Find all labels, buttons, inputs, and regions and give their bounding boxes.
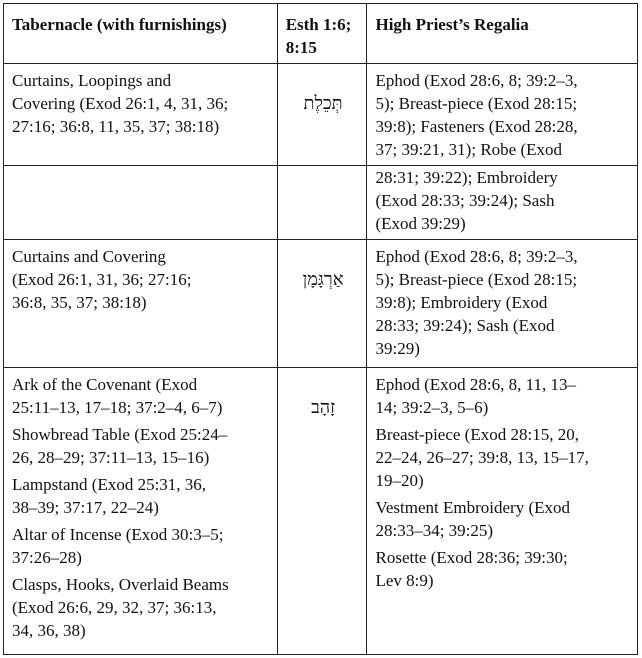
- text-line: 28:33; 39:24); Sash (Exod: [375, 316, 555, 335]
- table-row: [4, 240, 638, 368]
- text-line: (Exod 26:1, 31, 36; 27:16;: [12, 270, 192, 289]
- regalia-item: [375, 546, 631, 592]
- hebrew-word: תְּכֵלֶת: [303, 93, 343, 114]
- text-line: Ark of the Covenant (Exod: [12, 375, 198, 394]
- hebrew-term-zahav: [277, 368, 367, 655]
- text-line: (Exod 28:33; 39:24); Sash: [375, 191, 555, 210]
- text-line: 28:33–34; 39:25): [375, 521, 494, 540]
- regalia-cell: [367, 240, 638, 368]
- hebrew-term-tekhelet: [277, 64, 367, 166]
- text-line: 37; 39:21, 31); Robe (Exod: [375, 140, 562, 159]
- text-line: 34, 36, 38): [12, 621, 86, 640]
- furnishing-item: [12, 473, 271, 519]
- text-line: Vestment Embroidery (Exod: [375, 498, 570, 517]
- header-tabernacle: Tabernacle (with furnishings): [4, 4, 278, 64]
- tabernacle-cell: [4, 240, 278, 368]
- text-line: 5); Breast-piece (Exod 28:15;: [375, 94, 578, 113]
- comparison-table: [3, 3, 638, 655]
- header-esther: Esth 1:6; 8:15: [277, 4, 367, 64]
- hebrew-word: זָהָב: [311, 397, 336, 418]
- tabernacle-cell: [4, 368, 278, 655]
- text-line: 39:29): [375, 339, 420, 358]
- text-line: 39:8); Fasteners (Exod 28:28,: [375, 117, 578, 136]
- furnishing-item: [12, 573, 271, 642]
- text-line: Curtains and Covering: [12, 247, 166, 266]
- regalia-item: [375, 496, 631, 542]
- tabernacle-cell: [4, 64, 278, 166]
- text-line: Ephod (Exod 28:6, 8; 39:2–3,: [375, 247, 578, 266]
- text-line: Altar of Incense (Exod 30:3–5;: [12, 525, 224, 544]
- text-line: 28:31; 39:22); Embroidery: [375, 168, 558, 187]
- text-line: 36:8, 35, 37; 38:18): [12, 293, 147, 312]
- header-regalia: High Priest’s Regalia: [367, 4, 638, 64]
- text-line: Curtains, Loopings and: [12, 71, 172, 90]
- text-line: Ephod (Exod 28:6, 8, 11, 13–: [375, 375, 577, 394]
- text-line: Rosette (Exod 28:36; 39:30;: [375, 548, 568, 567]
- text-line: (Exod 26:6, 29, 32, 37; 36:13,: [12, 598, 217, 617]
- text-line: 39:8); Embroidery (Exod: [375, 293, 548, 312]
- regalia-item: [375, 423, 631, 492]
- text-line: 5); Breast-piece (Exod 28:15;: [375, 270, 578, 289]
- hebrew-cell-empty: [277, 166, 367, 240]
- text-line: 25:11–13, 17–18; 37:2–4, 6–7): [12, 398, 223, 417]
- text-line: 22–24, 26–27; 39:8, 13, 15–17,: [375, 448, 589, 467]
- text-line: Showbread Table (Exod 25:24–: [12, 425, 228, 444]
- regalia-cell: [367, 368, 638, 655]
- text-line: Breast-piece (Exod 28:15, 20,: [375, 425, 579, 444]
- furnishing-item: [12, 373, 271, 419]
- hebrew-term-argaman: [277, 240, 367, 368]
- text-line: Ephod (Exod 28:6, 8; 39:2–3,: [375, 71, 578, 90]
- table-row: [4, 64, 638, 166]
- text-line: 14; 39:2–3, 5–6): [375, 398, 489, 417]
- text-line: 26, 28–29; 37:11–13, 15–16): [12, 448, 210, 467]
- text-line: Lampstand (Exod 25:31, 36,: [12, 475, 207, 494]
- furnishing-item: [12, 423, 271, 469]
- table-row: [4, 166, 638, 240]
- text-line: Clasps, Hooks, Overlaid Beams: [12, 575, 229, 594]
- table-row: [4, 368, 638, 655]
- regalia-cell: [367, 64, 638, 166]
- text-line: 19–20): [375, 471, 424, 490]
- hebrew-word: אַרְגָּמָן: [302, 269, 344, 290]
- text-line: (Exod 39:29): [375, 214, 466, 233]
- tabernacle-cell-empty: [4, 166, 278, 240]
- regalia-item: [375, 373, 631, 419]
- text-line: 38–39; 37:17, 22–24): [12, 498, 159, 517]
- header-row: [4, 4, 638, 64]
- text-line: Lev 8:9): [375, 571, 434, 590]
- regalia-cell: [367, 166, 638, 240]
- furnishing-item: [12, 523, 271, 569]
- text-line: 27:16; 36:8, 11, 35, 37; 38:18): [12, 117, 220, 136]
- text-line: Covering (Exod 26:1, 4, 31, 36;: [12, 94, 229, 113]
- text-line: 37:26–28): [12, 548, 82, 567]
